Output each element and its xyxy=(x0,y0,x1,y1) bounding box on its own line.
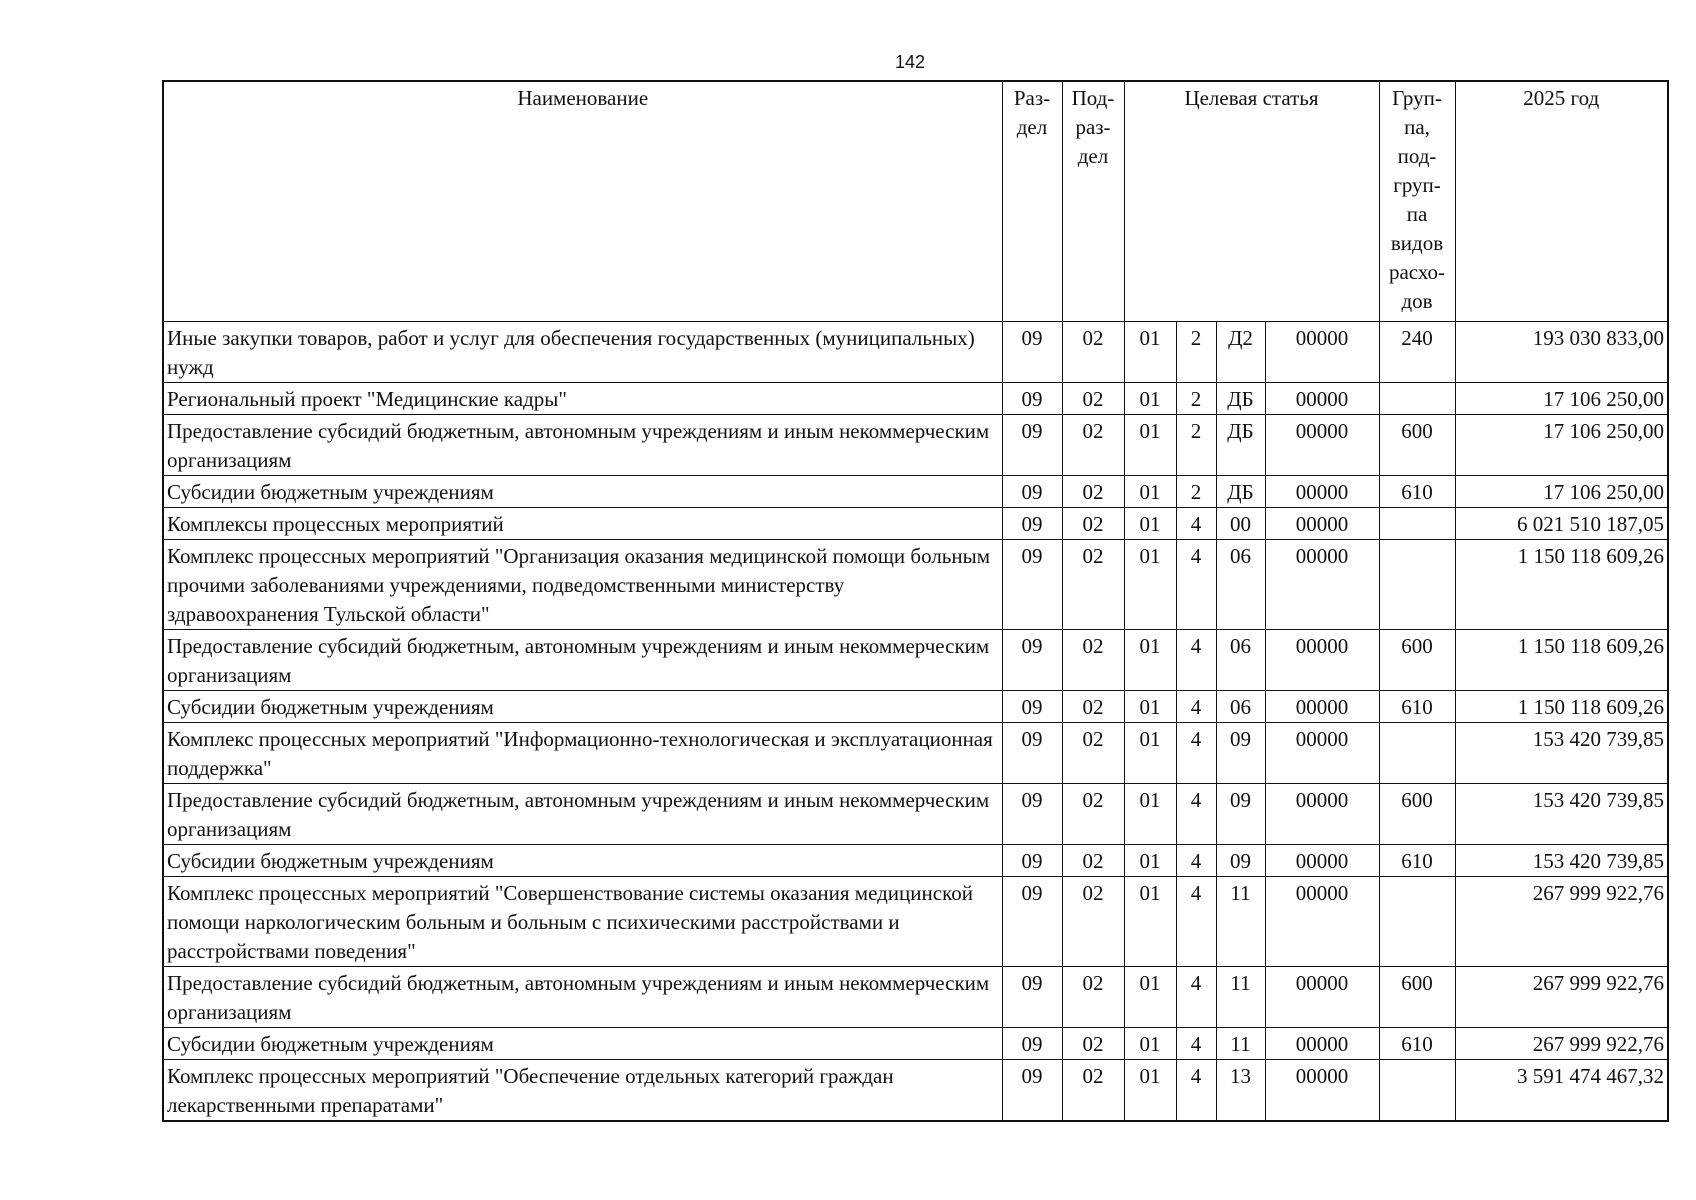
row-target-item: 06 xyxy=(1216,690,1265,722)
row-target-direction: 00000 xyxy=(1265,844,1379,876)
row-podrazdel: 02 xyxy=(1062,722,1124,783)
row-target-direction: 00000 xyxy=(1265,876,1379,966)
row-name: Комплекс процессных мероприятий "Организация оказания медицинской помощи больным прочими заболеваниями учреждениями, подведомственными министерству здравоохранения Тульской области" xyxy=(163,539,1002,629)
row-target-program: 01 xyxy=(1124,507,1176,539)
table-row xyxy=(163,783,1668,844)
row-target-type: 4 xyxy=(1176,507,1216,539)
row-expense-group xyxy=(1379,539,1455,629)
header-year: 2025 год xyxy=(1455,81,1668,321)
row-amount: 3 591 474 467,32 xyxy=(1455,1059,1668,1121)
row-expense-group xyxy=(1379,507,1455,539)
row-target-item: ДБ xyxy=(1216,414,1265,475)
table-row xyxy=(163,966,1668,1027)
row-name: Субсидии бюджетным учреждениям xyxy=(163,1027,1002,1059)
row-podrazdel: 02 xyxy=(1062,321,1124,382)
row-expense-group: 610 xyxy=(1379,1027,1455,1059)
row-target-type: 4 xyxy=(1176,690,1216,722)
row-target-item: 09 xyxy=(1216,844,1265,876)
row-name: Комплексы процессных мероприятий xyxy=(163,507,1002,539)
table-row xyxy=(163,382,1668,414)
row-amount: 17 106 250,00 xyxy=(1455,475,1668,507)
table-row xyxy=(163,1059,1668,1121)
row-name: Предоставление субсидий бюджетным, автономным учреждениям и иным некоммерческим организациям xyxy=(163,966,1002,1027)
row-target-program: 01 xyxy=(1124,690,1176,722)
table-row xyxy=(163,1027,1668,1059)
row-razdel: 09 xyxy=(1002,1059,1062,1121)
row-amount: 1 150 118 609,26 xyxy=(1455,690,1668,722)
row-expense-group xyxy=(1379,1059,1455,1121)
row-target-type: 4 xyxy=(1176,1059,1216,1121)
header-group-label: Груп- па, под- груп- па видов расхо- дов xyxy=(1388,86,1446,313)
table-row xyxy=(163,507,1668,539)
row-expense-group: 610 xyxy=(1379,690,1455,722)
header-row xyxy=(163,81,1668,321)
row-target-item: 09 xyxy=(1216,783,1265,844)
row-target-type: 4 xyxy=(1176,844,1216,876)
row-target-item: 13 xyxy=(1216,1059,1265,1121)
row-target-direction: 00000 xyxy=(1265,783,1379,844)
header-podrazdel xyxy=(1062,81,1124,321)
row-target-type: 4 xyxy=(1176,722,1216,783)
row-target-direction: 00000 xyxy=(1265,722,1379,783)
row-amount: 267 999 922,76 xyxy=(1455,876,1668,966)
row-target-item: 09 xyxy=(1216,722,1265,783)
row-target-program: 01 xyxy=(1124,382,1176,414)
row-amount: 153 420 739,85 xyxy=(1455,722,1668,783)
row-target-item: 11 xyxy=(1216,876,1265,966)
row-target-direction: 00000 xyxy=(1265,507,1379,539)
row-target-type: 4 xyxy=(1176,1027,1216,1059)
row-razdel: 09 xyxy=(1002,690,1062,722)
row-target-type: 2 xyxy=(1176,321,1216,382)
row-target-item: 00 xyxy=(1216,507,1265,539)
row-razdel: 09 xyxy=(1002,321,1062,382)
row-podrazdel: 02 xyxy=(1062,844,1124,876)
row-expense-group: 600 xyxy=(1379,629,1455,690)
row-target-direction: 00000 xyxy=(1265,966,1379,1027)
row-target-direction: 00000 xyxy=(1265,475,1379,507)
row-target-type: 4 xyxy=(1176,966,1216,1027)
row-target-program: 01 xyxy=(1124,876,1176,966)
row-name: Предоставление субсидий бюджетным, автономным учреждениям и иным некоммерческим организациям xyxy=(163,629,1002,690)
row-podrazdel: 02 xyxy=(1062,507,1124,539)
row-target-program: 01 xyxy=(1124,722,1176,783)
row-name: Предоставление субсидий бюджетным, автономным учреждениям и иным некоммерческим организациям xyxy=(163,783,1002,844)
row-target-type: 4 xyxy=(1176,783,1216,844)
row-target-item: 11 xyxy=(1216,966,1265,1027)
row-razdel: 09 xyxy=(1002,876,1062,966)
table-row xyxy=(163,722,1668,783)
table-row xyxy=(163,844,1668,876)
table-row xyxy=(163,629,1668,690)
row-razdel: 09 xyxy=(1002,629,1062,690)
row-target-item: Д2 xyxy=(1216,321,1265,382)
row-amount: 267 999 922,76 xyxy=(1455,1027,1668,1059)
row-podrazdel: 02 xyxy=(1062,629,1124,690)
row-target-item: 06 xyxy=(1216,539,1265,629)
row-razdel: 09 xyxy=(1002,966,1062,1027)
table-row xyxy=(163,475,1668,507)
table-row xyxy=(163,414,1668,475)
row-amount: 1 150 118 609,26 xyxy=(1455,629,1668,690)
header-target: Целевая статья xyxy=(1124,81,1379,321)
row-podrazdel: 02 xyxy=(1062,1027,1124,1059)
row-name: Субсидии бюджетным учреждениям xyxy=(163,475,1002,507)
header-name: Наименование xyxy=(163,81,1002,321)
row-target-program: 01 xyxy=(1124,629,1176,690)
row-target-program: 01 xyxy=(1124,844,1176,876)
row-amount: 6 021 510 187,05 xyxy=(1455,507,1668,539)
table-row xyxy=(163,876,1668,966)
row-expense-group: 600 xyxy=(1379,414,1455,475)
table-row xyxy=(163,321,1668,382)
row-razdel: 09 xyxy=(1002,783,1062,844)
row-expense-group: 240 xyxy=(1379,321,1455,382)
row-podrazdel: 02 xyxy=(1062,690,1124,722)
row-target-direction: 00000 xyxy=(1265,539,1379,629)
header-razdel-label: Раз- дел xyxy=(1013,86,1051,139)
row-target-program: 01 xyxy=(1124,321,1176,382)
row-target-type: 2 xyxy=(1176,475,1216,507)
page-number: 142 xyxy=(894,52,926,72)
row-target-direction: 00000 xyxy=(1265,321,1379,382)
row-amount: 153 420 739,85 xyxy=(1455,783,1668,844)
row-podrazdel: 02 xyxy=(1062,414,1124,475)
row-razdel: 09 xyxy=(1002,844,1062,876)
row-target-program: 01 xyxy=(1124,1059,1176,1121)
row-razdel: 09 xyxy=(1002,507,1062,539)
row-razdel: 09 xyxy=(1002,414,1062,475)
row-target-type: 4 xyxy=(1176,629,1216,690)
row-podrazdel: 02 xyxy=(1062,475,1124,507)
row-podrazdel: 02 xyxy=(1062,966,1124,1027)
row-amount: 17 106 250,00 xyxy=(1455,382,1668,414)
table-row xyxy=(163,690,1668,722)
row-target-program: 01 xyxy=(1124,475,1176,507)
header-razdel xyxy=(1002,81,1062,321)
row-name: Субсидии бюджетным учреждениям xyxy=(163,844,1002,876)
row-podrazdel: 02 xyxy=(1062,382,1124,414)
row-amount: 193 030 833,00 xyxy=(1455,321,1668,382)
row-expense-group: 600 xyxy=(1379,783,1455,844)
row-target-direction: 00000 xyxy=(1265,629,1379,690)
row-razdel: 09 xyxy=(1002,1027,1062,1059)
row-target-direction: 00000 xyxy=(1265,414,1379,475)
row-razdel: 09 xyxy=(1002,722,1062,783)
row-podrazdel: 02 xyxy=(1062,1059,1124,1121)
row-amount: 17 106 250,00 xyxy=(1455,414,1668,475)
row-amount: 153 420 739,85 xyxy=(1455,844,1668,876)
row-name: Региональный проект "Медицинские кадры" xyxy=(163,382,1002,414)
row-name: Комплекс процессных мероприятий "Обеспечение отдельных категорий граждан лекарственными препаратами" xyxy=(163,1059,1002,1121)
row-name: Иные закупки товаров, работ и услуг для обеспечения государственных (муниципальных) нужд xyxy=(163,321,1002,382)
row-target-item: 11 xyxy=(1216,1027,1265,1059)
row-name: Комплекс процессных мероприятий "Информационно-технологическая и эксплуатационная поддержка" xyxy=(163,722,1002,783)
row-target-direction: 00000 xyxy=(1265,1059,1379,1121)
row-razdel: 09 xyxy=(1002,539,1062,629)
row-name: Комплекс процессных мероприятий "Совершенствование системы оказания медицинской помощи наркологическим больным и больным с психическими расстройствами и расстройствами поведения" xyxy=(163,876,1002,966)
row-target-program: 01 xyxy=(1124,783,1176,844)
row-target-type: 4 xyxy=(1176,539,1216,629)
row-target-direction: 00000 xyxy=(1265,690,1379,722)
row-target-type: 4 xyxy=(1176,876,1216,966)
table-body xyxy=(163,321,1668,1121)
row-amount: 267 999 922,76 xyxy=(1455,966,1668,1027)
row-target-item: 06 xyxy=(1216,629,1265,690)
table-row xyxy=(163,539,1668,629)
row-target-program: 01 xyxy=(1124,539,1176,629)
row-expense-group xyxy=(1379,722,1455,783)
row-target-type: 2 xyxy=(1176,414,1216,475)
row-expense-group: 610 xyxy=(1379,475,1455,507)
row-expense-group: 610 xyxy=(1379,844,1455,876)
row-expense-group xyxy=(1379,382,1455,414)
budget-table xyxy=(162,80,1669,1122)
row-target-item: ДБ xyxy=(1216,475,1265,507)
row-razdel: 09 xyxy=(1002,382,1062,414)
row-expense-group xyxy=(1379,876,1455,966)
row-target-item: ДБ xyxy=(1216,382,1265,414)
row-name: Предоставление субсидий бюджетным, автономным учреждениям и иным некоммерческим организациям xyxy=(163,414,1002,475)
row-target-direction: 00000 xyxy=(1265,1027,1379,1059)
row-amount: 1 150 118 609,26 xyxy=(1455,539,1668,629)
row-podrazdel: 02 xyxy=(1062,876,1124,966)
row-target-program: 01 xyxy=(1124,414,1176,475)
header-group xyxy=(1379,81,1455,321)
row-expense-group: 600 xyxy=(1379,966,1455,1027)
row-razdel: 09 xyxy=(1002,475,1062,507)
row-podrazdel: 02 xyxy=(1062,539,1124,629)
row-target-type: 2 xyxy=(1176,382,1216,414)
header-podrazdel-label: Под- раз- дел xyxy=(1071,86,1115,168)
row-name: Субсидии бюджетным учреждениям xyxy=(163,690,1002,722)
row-target-program: 01 xyxy=(1124,966,1176,1027)
row-target-program: 01 xyxy=(1124,1027,1176,1059)
row-target-direction: 00000 xyxy=(1265,382,1379,414)
row-podrazdel: 02 xyxy=(1062,783,1124,844)
